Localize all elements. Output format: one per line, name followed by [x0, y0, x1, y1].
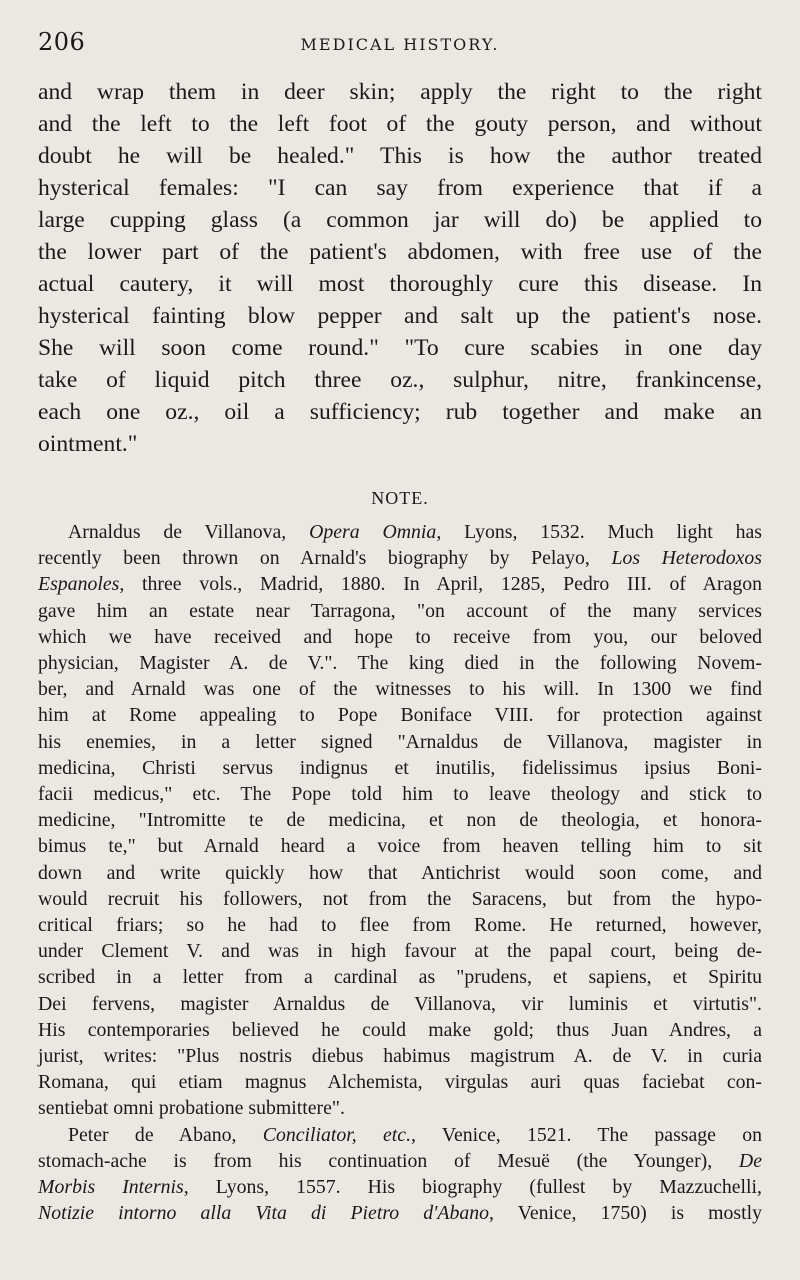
text-line: ointment.": [38, 431, 138, 457]
note-line: [38, 598, 762, 624]
note-line: [38, 650, 762, 676]
note-text-run: facii medicus," etc. The Pope told him to leave theology and stick to: [38, 783, 762, 806]
italic-title: Conciliator, etc.: [262, 1123, 412, 1146]
note-line: [38, 545, 762, 571]
text-line: actual cautery, it will most thoroughly cure this disease. In: [38, 271, 762, 297]
note-line: [38, 676, 762, 702]
note-text-run: , Venice, 1750) is mostly: [489, 1202, 762, 1225]
italic-title: De: [738, 1149, 762, 1172]
note-text-run: would recruit his followers, not from the Saracens, but from the hypo-: [38, 887, 762, 910]
note-text-run: , Venice, 1521. The passage on: [411, 1123, 763, 1146]
note-line: [38, 781, 762, 807]
italic-title: Morbis Internis: [38, 1176, 184, 1199]
note-text-run: scribed in a letter from a cardinal as "prudens, et sapiens, et Spiritu: [38, 966, 762, 989]
note-text-run: sentiebat omni probatione submittere".: [38, 1097, 345, 1120]
note-text-run: Romana, qui etiam magnus Alchemista, virgulas auri quas faciebat con-: [38, 1071, 762, 1094]
note-text-run: stomach-ache is from his continuation of Mesuë (the Younger),: [38, 1149, 739, 1172]
note-text-run: bimus te," but Arnald heard a voice from heaven telling him to sit: [38, 835, 762, 858]
note-text-run: down and write quickly how that Antichrist would soon come, and: [38, 861, 762, 884]
note-line: [38, 886, 762, 912]
note-line: [38, 938, 762, 964]
note-line: [38, 991, 762, 1017]
note-text-run: Arnaldus de Villanova,: [68, 521, 310, 543]
note-line: [38, 1200, 762, 1226]
text-line: each one oz., oil a sufficiency; rub together and make an: [38, 399, 762, 425]
note-line: [38, 1122, 762, 1148]
note-line: [38, 1069, 762, 1095]
text-line: take of liquid pitch three oz., sulphur, nitre, frankincense,: [38, 367, 762, 393]
text-line: hysterical females: "I can say from experience that if a: [38, 175, 762, 201]
note-line: [38, 1148, 762, 1174]
note-line: [38, 729, 762, 755]
text-line: the lower part of the patient's abdomen, with free use of the: [38, 239, 762, 265]
italic-title: Espanoles: [38, 573, 120, 596]
text-line: and the left to the left foot of the gouty person, and without: [38, 111, 762, 137]
note-text-run: His contemporaries believed he could make gold; thus Juan Andres, a: [38, 1018, 762, 1041]
note-heading: NOTE.: [371, 488, 429, 508]
main-text: [38, 76, 762, 460]
note-text-run: jurist, writes: "Plus nostris diebus habimus magistrum A. de V. in curia: [38, 1045, 762, 1068]
note-text-run: physician, Magister A. de V.". The king died in the following Novem-: [38, 652, 762, 675]
note-text-run: Peter de Abano,: [68, 1123, 263, 1146]
italic-title: Opera Omnia: [309, 521, 437, 543]
page-number: 206: [38, 28, 86, 56]
note-line: [38, 964, 762, 990]
note-line: [38, 571, 762, 597]
note-line: [38, 1017, 762, 1043]
note-text: [38, 519, 762, 1226]
note-line: [38, 755, 762, 781]
note-line: [38, 519, 762, 545]
note-text-run: medicine, "Intromitte te de medicina, et non de theologia, et honora-: [38, 809, 762, 832]
text-line: and wrap them in deer skin; apply the right to the right: [38, 79, 762, 105]
note-text-run: ber, and Arnald was one of the witnesses to his will. In 1300 we find: [38, 678, 762, 701]
note-text-run: which we have received and hope to receive from you, our beloved: [38, 625, 762, 648]
text-line: She will soon come round." "To cure scabies in one day: [38, 335, 762, 361]
note-line: [38, 912, 762, 938]
note-line: [38, 624, 762, 650]
note-line: [38, 807, 762, 833]
note-line: [38, 702, 762, 728]
note-text-run: recently been thrown on Arnald's biography by Pelayo,: [38, 547, 612, 570]
page-header: [38, 28, 762, 68]
running-title: MEDICAL HISTORY.: [300, 35, 500, 54]
note-line: [38, 1174, 762, 1200]
note-line: [38, 1043, 762, 1069]
note-text-run: under Clement V. and was in high favour at the papal court, being de-: [38, 940, 762, 963]
note-text-run: critical friars; so he had to flee from Rome. He returned, however,: [38, 914, 762, 937]
note-line: [38, 860, 762, 886]
text-line: hysterical fainting blow pepper and salt up the patient's nose.: [38, 303, 762, 329]
text-line: large cupping glass (a common jar will do) be applied to: [38, 207, 762, 233]
note-text-run: gave him an estate near Tarragona, "on account of the many services: [38, 599, 762, 622]
note-text-run: , three vols., Madrid, 1880. In April, 1285, Pedro III. of Aragon: [119, 573, 762, 596]
note-line: [38, 1095, 762, 1121]
note-text-run: , Lyons, 1557. His biography (fullest by Mazzuchelli,: [183, 1176, 762, 1199]
note-line: [38, 833, 762, 859]
italic-title: Notizie intorno alla Vita di Pietro d'Abano: [38, 1202, 490, 1225]
note-text-run: his enemies, in a letter signed "Arnaldus de Villanova, magister in: [38, 730, 762, 753]
note-text-run: medicina, Christi servus indignus et inutilis, fidelissimus ipsius Boni-: [38, 756, 762, 779]
text-line: doubt he will be healed." This is how the author treated: [38, 143, 762, 169]
italic-title: Los Heterodoxos: [611, 547, 762, 570]
note-text-run: , Lyons, 1532. Much light has: [436, 521, 762, 543]
note-text-run: him at Rome appealing to Pope Boniface VIII. for protection against: [38, 704, 762, 727]
note-text-run: Dei fervens, magister Arnaldus de Villanova, vir luminis et virtutis".: [38, 992, 762, 1015]
